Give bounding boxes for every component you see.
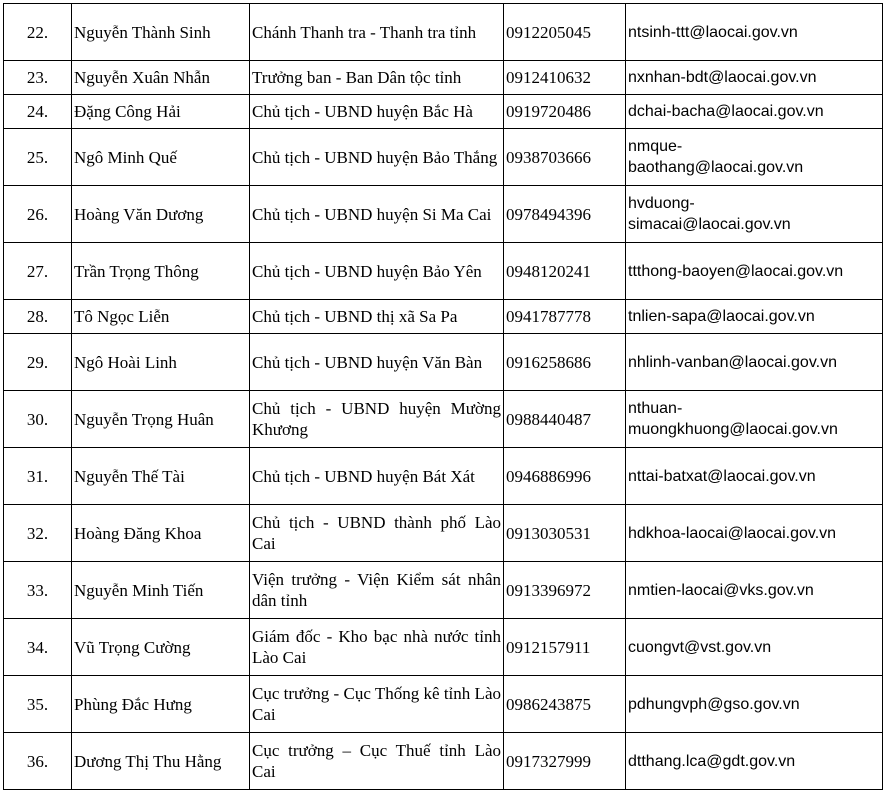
- phone-number: 0946886996: [504, 448, 626, 505]
- email-line: dtthang.lca@gdt.gov.vn: [628, 752, 796, 770]
- phone-number: 0917327999: [504, 733, 626, 790]
- table-row: [4, 505, 883, 562]
- phone-number: 0988440487: [504, 391, 626, 448]
- phone-number: 0941787778: [504, 300, 626, 334]
- person-name: Vũ Trọng Cường: [72, 619, 250, 676]
- job-title: Viện trưởng - Viện Kiểm sát nhân dân tỉnh: [250, 562, 504, 619]
- job-title: Chánh Thanh tra - Thanh tra tỉnh: [250, 4, 504, 61]
- table-row: [4, 391, 883, 448]
- phone-number: 0916258686: [504, 334, 626, 391]
- email-address: [626, 61, 883, 95]
- email-line: baothang@laocai.gov.vn: [628, 159, 804, 176]
- person-name: Nguyễn Thành Sinh: [72, 4, 250, 61]
- person-name: Trần Trọng Thông: [72, 243, 250, 300]
- job-title: Chủ tịch - UBND thị xã Sa Pa: [250, 300, 504, 334]
- row-number: 24.: [4, 95, 72, 129]
- email-address: [626, 505, 883, 562]
- email-line: nhlinh-vanban@laocai.gov.vn: [628, 353, 837, 371]
- person-name: Đặng Công Hải: [72, 95, 250, 129]
- row-number: 28.: [4, 300, 72, 334]
- person-name: Ngô Minh Quế: [72, 129, 250, 186]
- email-address: [626, 391, 883, 448]
- person-name: Nguyễn Minh Tiến: [72, 562, 250, 619]
- email-address: [626, 4, 883, 61]
- person-name: Tô Ngọc Liễn: [72, 300, 250, 334]
- row-number: 34.: [4, 619, 72, 676]
- job-title: Chủ tịch - UBND huyện Mường Khương: [250, 391, 504, 448]
- email-line: ttthong-baoyen@laocai.gov.vn: [628, 262, 844, 280]
- row-number: 26.: [4, 186, 72, 243]
- email-line: nxnhan-bdt@laocai.gov.vn: [628, 69, 817, 86]
- table-row: [4, 4, 883, 61]
- email-address: [626, 95, 883, 129]
- person-name: Dương Thị Thu Hằng: [72, 733, 250, 790]
- email-line: ntsinh-ttt@laocai.gov.vn: [628, 23, 798, 41]
- job-title: Chủ tịch - UBND huyện Bảo Yên: [250, 243, 504, 300]
- job-title: Chủ tịch - UBND huyện Bảo Thắng: [250, 129, 504, 186]
- person-name: Hoàng Đăng Khoa: [72, 505, 250, 562]
- email-line: pdhungvph@gso.gov.vn: [628, 695, 800, 713]
- job-title: Cục trưởng - Cục Thống kê tỉnh Lào Cai: [250, 676, 504, 733]
- table-row: [4, 129, 883, 186]
- table-row: [4, 733, 883, 790]
- email-address: [626, 619, 883, 676]
- email-line: nmtien-laocai@vks.gov.vn: [628, 581, 814, 599]
- row-number: 32.: [4, 505, 72, 562]
- table-row: [4, 619, 883, 676]
- row-number: 29.: [4, 334, 72, 391]
- phone-number: 0912157911: [504, 619, 626, 676]
- phone-number: 0938703666: [504, 129, 626, 186]
- table-row: [4, 300, 883, 334]
- row-number: 25.: [4, 129, 72, 186]
- phone-number: 0986243875: [504, 676, 626, 733]
- phone-number: 0948120241: [504, 243, 626, 300]
- row-number: 30.: [4, 391, 72, 448]
- row-number: 27.: [4, 243, 72, 300]
- phone-number: 0913396972: [504, 562, 626, 619]
- email-line: cuongvt@vst.gov.vn: [628, 638, 772, 656]
- row-number: 22.: [4, 4, 72, 61]
- job-title: Cục trưởng – Cục Thuế tỉnh Lào Cai: [250, 733, 504, 790]
- row-number: 31.: [4, 448, 72, 505]
- table-row: [4, 186, 883, 243]
- table-row: [4, 61, 883, 95]
- email-address: [626, 334, 883, 391]
- email-line: nmque-: [628, 138, 683, 155]
- phone-number: 0912410632: [504, 61, 626, 95]
- email-address: [626, 448, 883, 505]
- email-line: muongkhuong@laocai.gov.vn: [628, 421, 838, 438]
- email-line: simacai@laocai.gov.vn: [628, 216, 791, 233]
- row-number: 35.: [4, 676, 72, 733]
- phone-number: 0913030531: [504, 505, 626, 562]
- contact-table: [3, 3, 883, 790]
- email-address: [626, 129, 883, 186]
- phone-number: 0978494396: [504, 186, 626, 243]
- row-number: 36.: [4, 733, 72, 790]
- person-name: Hoàng Văn Dương: [72, 186, 250, 243]
- person-name: Ngô Hoài Linh: [72, 334, 250, 391]
- job-title: Giám đốc - Kho bạc nhà nước tỉnh Lào Cai: [250, 619, 504, 676]
- row-number: 23.: [4, 61, 72, 95]
- person-name: Nguyễn Xuân Nhẫn: [72, 61, 250, 95]
- email-address: [626, 676, 883, 733]
- email-address: [626, 243, 883, 300]
- job-title: Chủ tịch - UBND huyện Văn Bàn: [250, 334, 504, 391]
- job-title: Chủ tịch - UBND huyện Bắc Hà: [250, 95, 504, 129]
- email-line: hvduong-: [628, 195, 695, 212]
- email-address: [626, 300, 883, 334]
- person-name: Nguyễn Thế Tài: [72, 448, 250, 505]
- phone-number: 0919720486: [504, 95, 626, 129]
- email-line: nthuan-: [628, 400, 683, 417]
- job-title: Trưởng ban - Ban Dân tộc tỉnh: [250, 61, 504, 95]
- email-line: hdkhoa-laocai@laocai.gov.vn: [628, 524, 837, 542]
- contact-table-body: [4, 4, 883, 790]
- row-number: 33.: [4, 562, 72, 619]
- table-row: [4, 243, 883, 300]
- job-title: Chủ tịch - UBND huyện Si Ma Cai: [250, 186, 504, 243]
- email-address: [626, 733, 883, 790]
- job-title: Chủ tịch - UBND thành phố Lào Cai: [250, 505, 504, 562]
- person-name: Phùng Đắc Hưng: [72, 676, 250, 733]
- phone-number: 0912205045: [504, 4, 626, 61]
- email-line: dchai-bacha@laocai.gov.vn: [628, 103, 824, 120]
- job-title: Chủ tịch - UBND huyện Bát Xát: [250, 448, 504, 505]
- table-row: [4, 334, 883, 391]
- email-line: nttai-batxat@laocai.gov.vn: [628, 467, 816, 485]
- email-address: [626, 562, 883, 619]
- email-address: [626, 186, 883, 243]
- email-line: tnlien-sapa@laocai.gov.vn: [628, 308, 815, 325]
- person-name: Nguyễn Trọng Huân: [72, 391, 250, 448]
- table-row: [4, 95, 883, 129]
- table-row: [4, 448, 883, 505]
- table-row: [4, 562, 883, 619]
- table-row: [4, 676, 883, 733]
